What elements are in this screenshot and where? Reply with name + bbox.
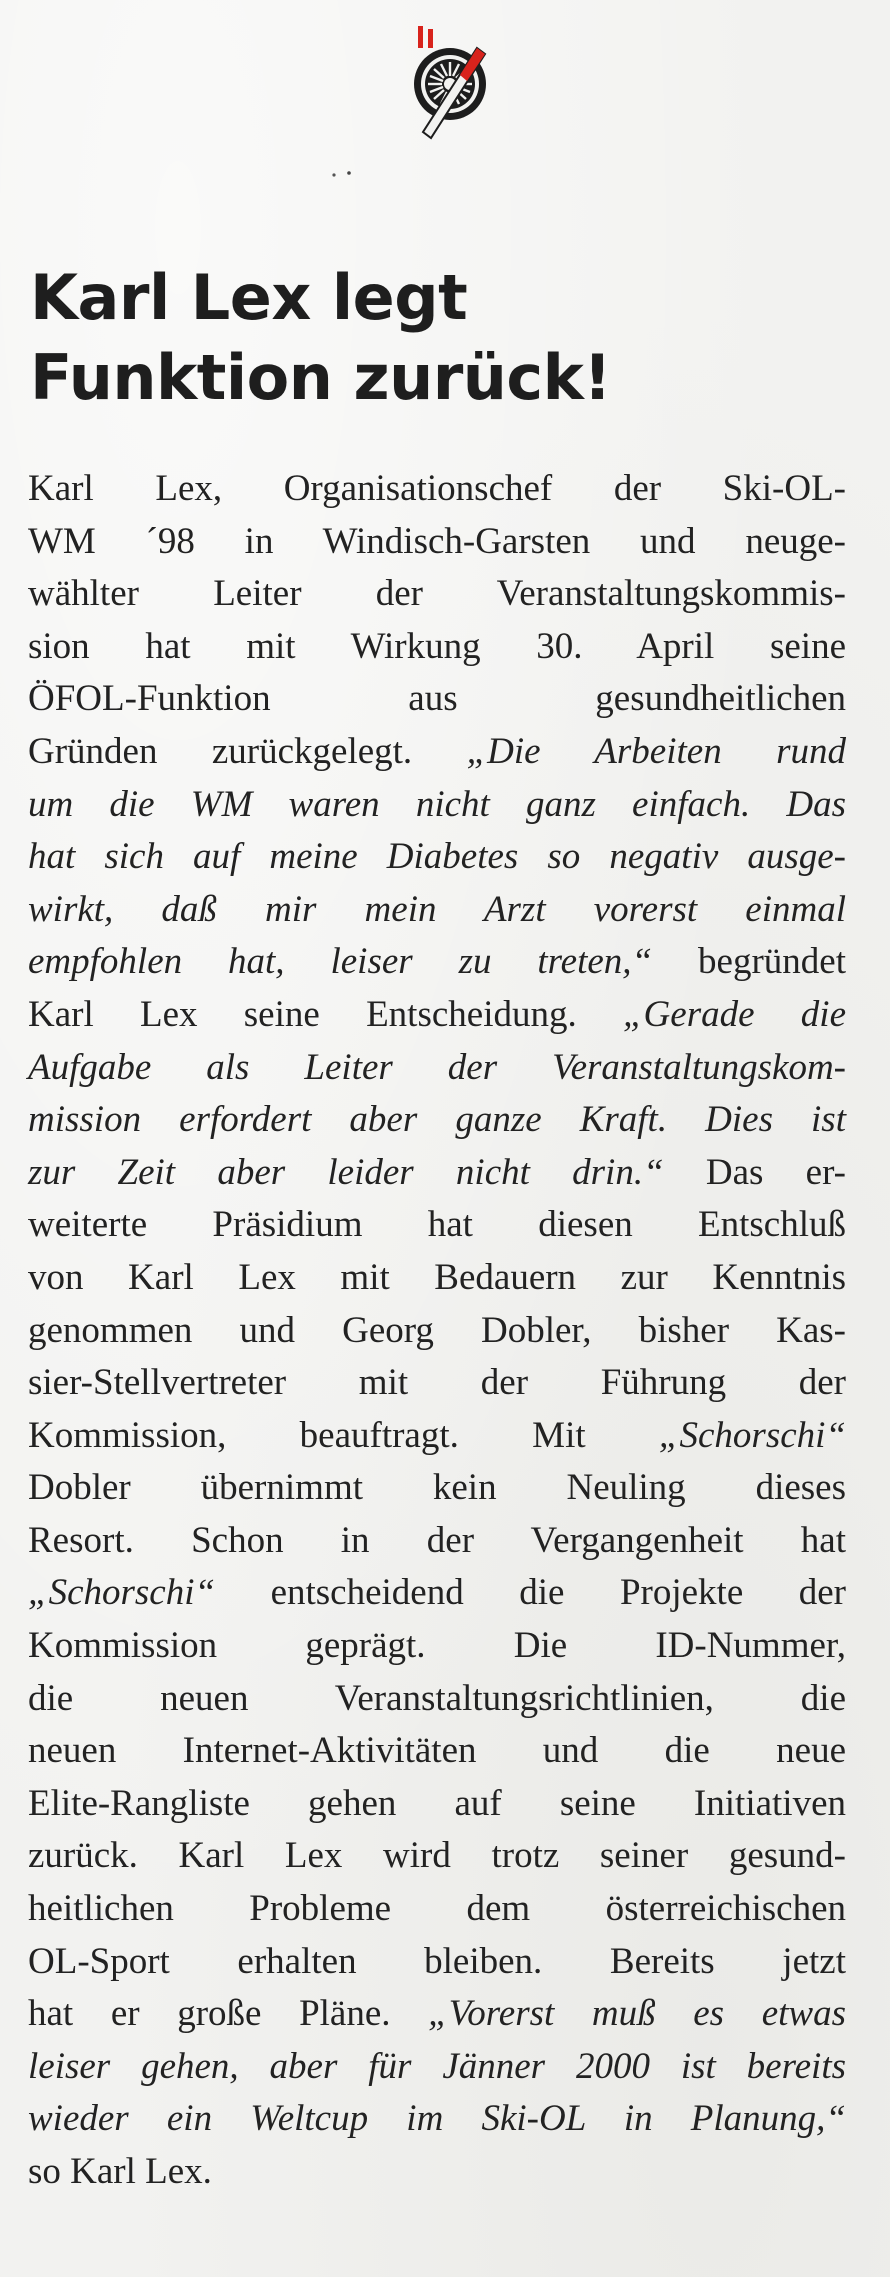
text-segment: wählter Leiter der Veranstaltungskommis- — [28, 573, 846, 615]
quote-segment: „Schorschi“ — [28, 1572, 216, 1614]
article-line — [28, 831, 846, 884]
text-segment: Karl Lex seine Entscheidung. — [28, 993, 623, 1035]
text-segment: weiterte Präsidium hat diesen Entschluß — [28, 1204, 846, 1246]
article-line — [28, 1515, 846, 1568]
article-line — [28, 1620, 846, 1673]
article-line — [28, 1567, 846, 1620]
text-segment: Kommission geprägt. Die ID-Nummer, — [28, 1625, 846, 1667]
text-segment: Gründen zurückgelegt. — [28, 730, 467, 772]
text-segment: WM ´98 in Windisch-Garsten und neuge- — [28, 520, 846, 562]
article-line — [28, 1147, 846, 1200]
quote-segment: zur Zeit aber leider nicht drin.“ — [28, 1151, 664, 1193]
article-line — [28, 1988, 846, 2041]
text-segment: begründet — [652, 941, 846, 983]
headline-line-2: Funktion zurück! — [30, 341, 612, 414]
headline-line-1: Karl Lex legt — [30, 261, 468, 334]
text-segment: genommen und Georg Dobler, bisher Kas- — [28, 1309, 846, 1351]
quote-segment: hat sich auf meine Diabetes so negativ ausge- — [28, 836, 846, 878]
quote-segment: um die WM waren nicht ganz einfach. Das — [28, 783, 846, 825]
orienteering-compass-logo-icon — [405, 26, 495, 144]
text-segment: Resort. Schon in der Vergangenheit hat — [28, 1519, 846, 1561]
text-segment: zurück. Karl Lex wird trotz seiner gesund- — [28, 1835, 846, 1877]
article-line — [28, 1462, 846, 1515]
text-segment: Dobler übernimmt kein Neuling dieses — [28, 1467, 846, 1509]
article-headline — [30, 258, 850, 418]
article-line — [28, 989, 846, 1042]
article-body-text — [28, 463, 846, 2199]
article-line — [28, 1252, 846, 1305]
article-line — [28, 463, 846, 516]
text-segment: sier-Stellvertreter mit der Führung der — [28, 1362, 846, 1404]
article-line — [28, 1830, 846, 1883]
article-line — [28, 779, 846, 832]
article-line — [28, 1936, 846, 1989]
quote-segment: „Die Arbeiten rund — [466, 730, 846, 772]
text-segment: Kommission, beauftragt. Mit — [28, 1414, 659, 1456]
article-line — [28, 1410, 846, 1463]
text-segment: so Karl Lex. — [28, 2151, 212, 2192]
quote-segment: „Vorerst muß es etwas — [428, 1993, 846, 2035]
quote-segment: wieder ein Weltcup im Ski-OL in Planung,“ — [28, 2098, 846, 2140]
article-line — [28, 2093, 846, 2146]
article-line — [28, 726, 846, 779]
article-line — [28, 2041, 846, 2094]
text-segment: neuen Internet-Aktivitäten und die neue — [28, 1730, 846, 1772]
text-segment: von Karl Lex mit Bedauern zur Kenntnis — [28, 1256, 846, 1298]
text-segment: Elite-Rangliste gehen auf seine Initiativen — [28, 1782, 846, 1824]
article-line — [28, 936, 846, 989]
article-line — [28, 1778, 846, 1831]
article-line — [28, 621, 846, 674]
quote-segment: empfohlen hat, leiser zu treten,“ — [28, 941, 653, 983]
article-line — [28, 884, 846, 937]
text-segment: die neuen Veranstaltungsrichtlinien, die — [28, 1677, 846, 1719]
article-line — [28, 1725, 846, 1778]
article-line — [28, 1305, 846, 1358]
text-segment: hat er große Pläne. — [28, 1993, 429, 2035]
quote-segment: „Gerade die — [622, 993, 846, 1035]
article-line — [28, 516, 846, 569]
article-line — [28, 2146, 846, 2199]
quote-segment: Aufgabe als Leiter der Veranstaltungskom- — [28, 1046, 846, 1088]
scan-specks — [330, 170, 360, 180]
article-line — [28, 1042, 846, 1095]
quote-segment: mission erfordert aber ganze Kraft. Dies ist — [28, 1099, 846, 1141]
article-line — [28, 673, 846, 726]
article-line — [28, 1357, 846, 1410]
quote-segment: „Schorschi“ — [658, 1414, 846, 1456]
text-segment: Das er- — [663, 1151, 846, 1193]
text-segment: OL-Sport erhalten bleiben. Bereits jetzt — [28, 1940, 846, 1982]
text-segment: sion hat mit Wirkung 30. April seine — [28, 625, 846, 667]
text-segment: Karl Lex, Organisationschef der Ski-OL- — [28, 468, 846, 509]
text-segment: heitlichen Probleme dem österreichischen — [28, 1888, 846, 1930]
text-segment: ÖFOL-Funktion aus gesundheitlichen — [28, 678, 846, 720]
quote-segment: wirkt, daß mir mein Arzt vorerst einmal — [28, 888, 846, 930]
article-line — [28, 1883, 846, 1936]
article-line — [28, 568, 846, 621]
article-line — [28, 1094, 846, 1147]
quote-segment: leiser gehen, aber für Jänner 2000 ist bereits — [28, 2045, 846, 2087]
article-line — [28, 1199, 846, 1252]
text-segment: entscheidend die Projekte der — [215, 1572, 846, 1614]
article-line — [28, 1673, 846, 1726]
